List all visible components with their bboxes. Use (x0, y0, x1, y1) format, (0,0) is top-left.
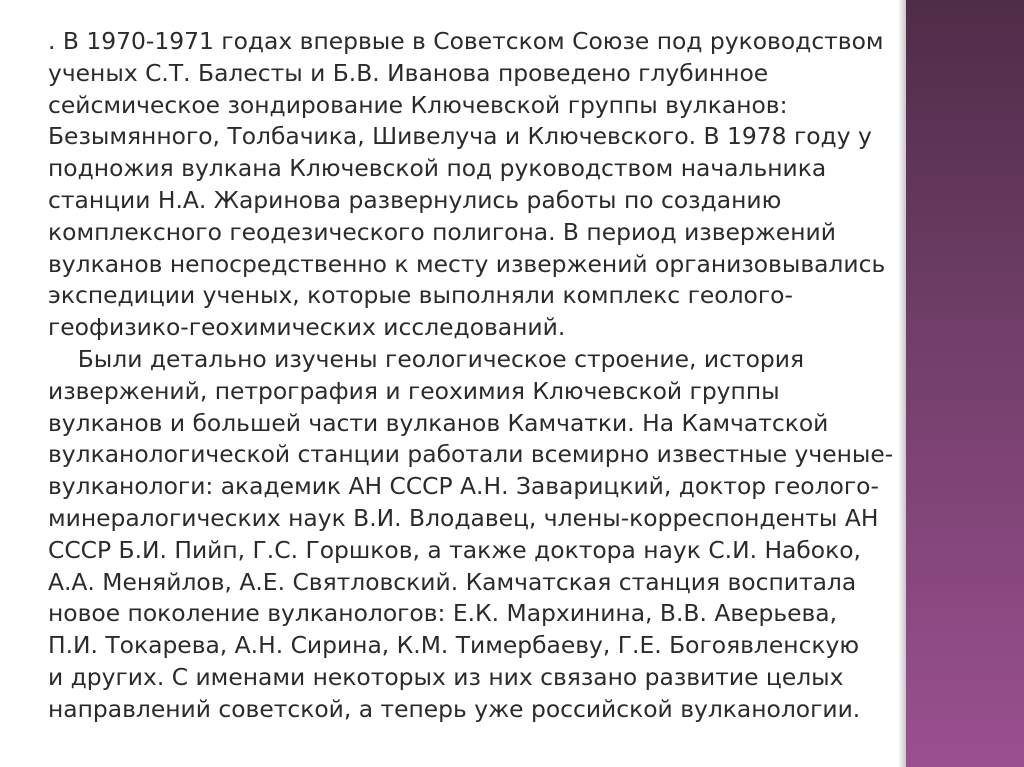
text-line: вулканов и большей части вулканов Камчатки. На Камчатской (48, 408, 829, 437)
text-line: и других. С именами некоторых из них связано развитие целых (48, 662, 844, 691)
text-line: сейсмическое зондирование Ключевской группы вулканов: (48, 90, 788, 119)
text-line: экспедиции ученых, которые выполняли комплекс геолого- (48, 281, 793, 310)
text-line: подножия вулкана Ключевской под руководством начальника (48, 154, 827, 183)
body-text (48, 26, 894, 726)
text-line: вулканологи: академик АН СССР А.Н. Заварицкий, доктор геолого- (48, 472, 879, 501)
text-line: комплексного геодезического полигона. В период извержений (48, 217, 836, 246)
text-line: направлений советской, а теперь уже российской вулканологии. (48, 694, 861, 723)
text-line: Были детально изучены геологическое строение, история (48, 344, 805, 373)
text-line: минералогических наук В.И. Влодавец, члены-корреспонденты АН (48, 503, 879, 532)
text-line: ученых С.Т. Балесты и Б.В. Иванова проведено глубинное (48, 58, 769, 87)
text-line: станции Н.А. Жаринова развернулись работы по созданию (48, 185, 782, 214)
text-line: вулканов непосредственно к месту извержений организовывались (48, 249, 886, 278)
text-line: геофизико-геохимических исследований. (48, 313, 566, 342)
text-line: новое поколение вулканологов: Е.К. Мархинина, В.В. Аверьева, (48, 599, 838, 628)
decorative-side-bar (906, 0, 1024, 767)
text-line: П.И. Токарева, А.Н. Сирина, К.М. Тимербаеву, Г.Е. Богоявленскую (48, 631, 860, 660)
text-line: извержений, петрография и геохимия Ключевской группы (48, 376, 780, 405)
side-bar-shadow (898, 0, 906, 767)
text-line: . В 1970-1971 годах впервые в Советском Союзе под руководством (48, 27, 884, 55)
text-line: А.А. Меняйлов, А.Е. Святловский. Камчатская станция воспитала (48, 567, 857, 596)
text-line: Безымянного, Толбачика, Шивелуча и Ключевского. В 1978 году у (48, 122, 872, 151)
text-line: вулканологической станции работали всемирно известные ученые- (48, 440, 894, 469)
text-line: СССР Б.И. Пийп, Г.С. Горшков, а также доктора наук С.И. Набоко, (48, 535, 861, 564)
